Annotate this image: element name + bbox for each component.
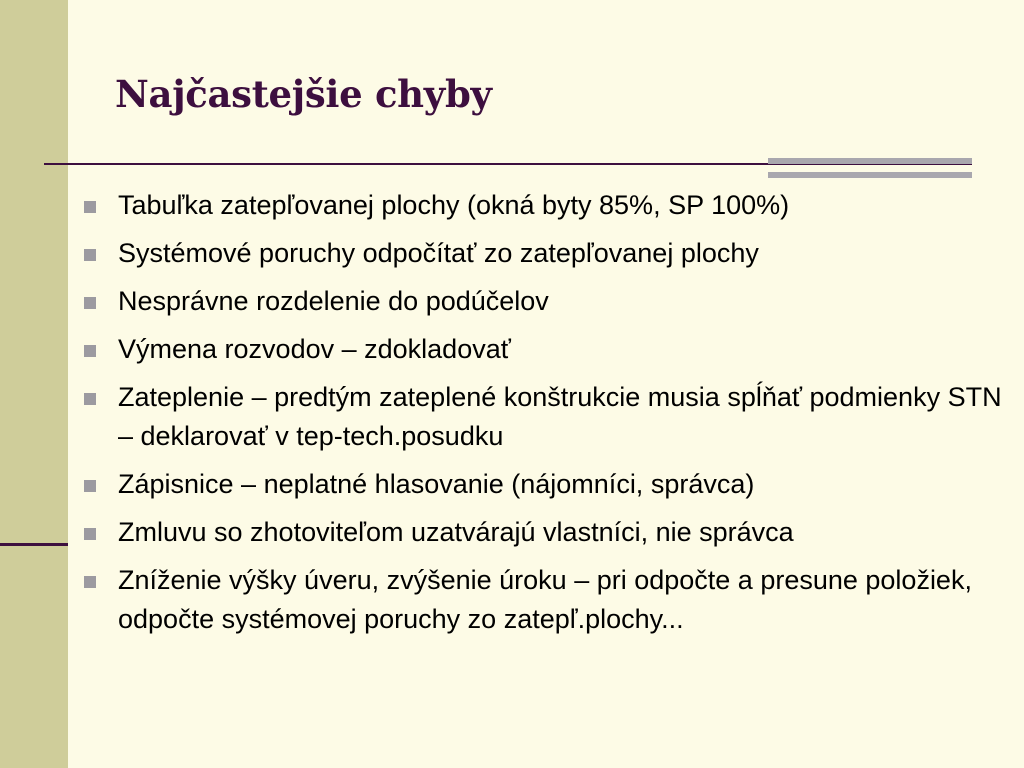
accent-bar-top bbox=[768, 158, 972, 164]
bullet-text: Systémové poruchy odpočítať zo zatepľovanej plochy bbox=[118, 238, 759, 268]
bullet-item bbox=[84, 561, 1004, 639]
bullet-item bbox=[84, 378, 1004, 456]
bullet-text: Zápisnice – neplatné hlasovanie (nájomníci, správca) bbox=[118, 469, 755, 499]
bullet-text: Zateplenie – predtým zateplené konštrukcie musia spĺňať podmienky STN – deklarovať v tep-tech.posudku bbox=[118, 382, 1002, 451]
accent-bar-bottom bbox=[768, 172, 972, 178]
square-bullet-icon bbox=[84, 297, 96, 309]
square-bullet-icon bbox=[84, 393, 96, 405]
bullet-text: Zmluvu so zhotoviteľom uzatvárajú vlastníci, nie správca bbox=[118, 517, 794, 547]
bullet-item bbox=[84, 330, 1004, 369]
slide-title: Najčastejšie chyby bbox=[115, 72, 492, 116]
square-bullet-icon bbox=[84, 249, 96, 261]
side-band bbox=[0, 0, 68, 768]
side-rule bbox=[0, 543, 68, 546]
bullet-text: Tabuľka zatepľovanej plochy (okná byty 85%, SP 100%) bbox=[118, 190, 790, 220]
square-bullet-icon bbox=[84, 201, 96, 213]
bullet-list bbox=[84, 186, 1004, 648]
bullet-item bbox=[84, 186, 1004, 225]
square-bullet-icon bbox=[84, 480, 96, 492]
bullet-text: Zníženie výšky úveru, zvýšenie úroku – pri odpočte a presune položiek, odpočte systémovej poruchy zo zatepľ.plochy... bbox=[118, 565, 972, 634]
square-bullet-icon bbox=[84, 528, 96, 540]
bullet-item bbox=[84, 282, 1004, 321]
square-bullet-icon bbox=[84, 345, 96, 357]
bullet-item bbox=[84, 513, 1004, 552]
bullet-text: Nesprávne rozdelenie do podúčelov bbox=[118, 286, 549, 316]
bullet-item bbox=[84, 234, 1004, 273]
square-bullet-icon bbox=[84, 576, 96, 588]
bullet-item bbox=[84, 465, 1004, 504]
bullet-text: Výmena rozvodov – zdokladovať bbox=[118, 334, 511, 364]
